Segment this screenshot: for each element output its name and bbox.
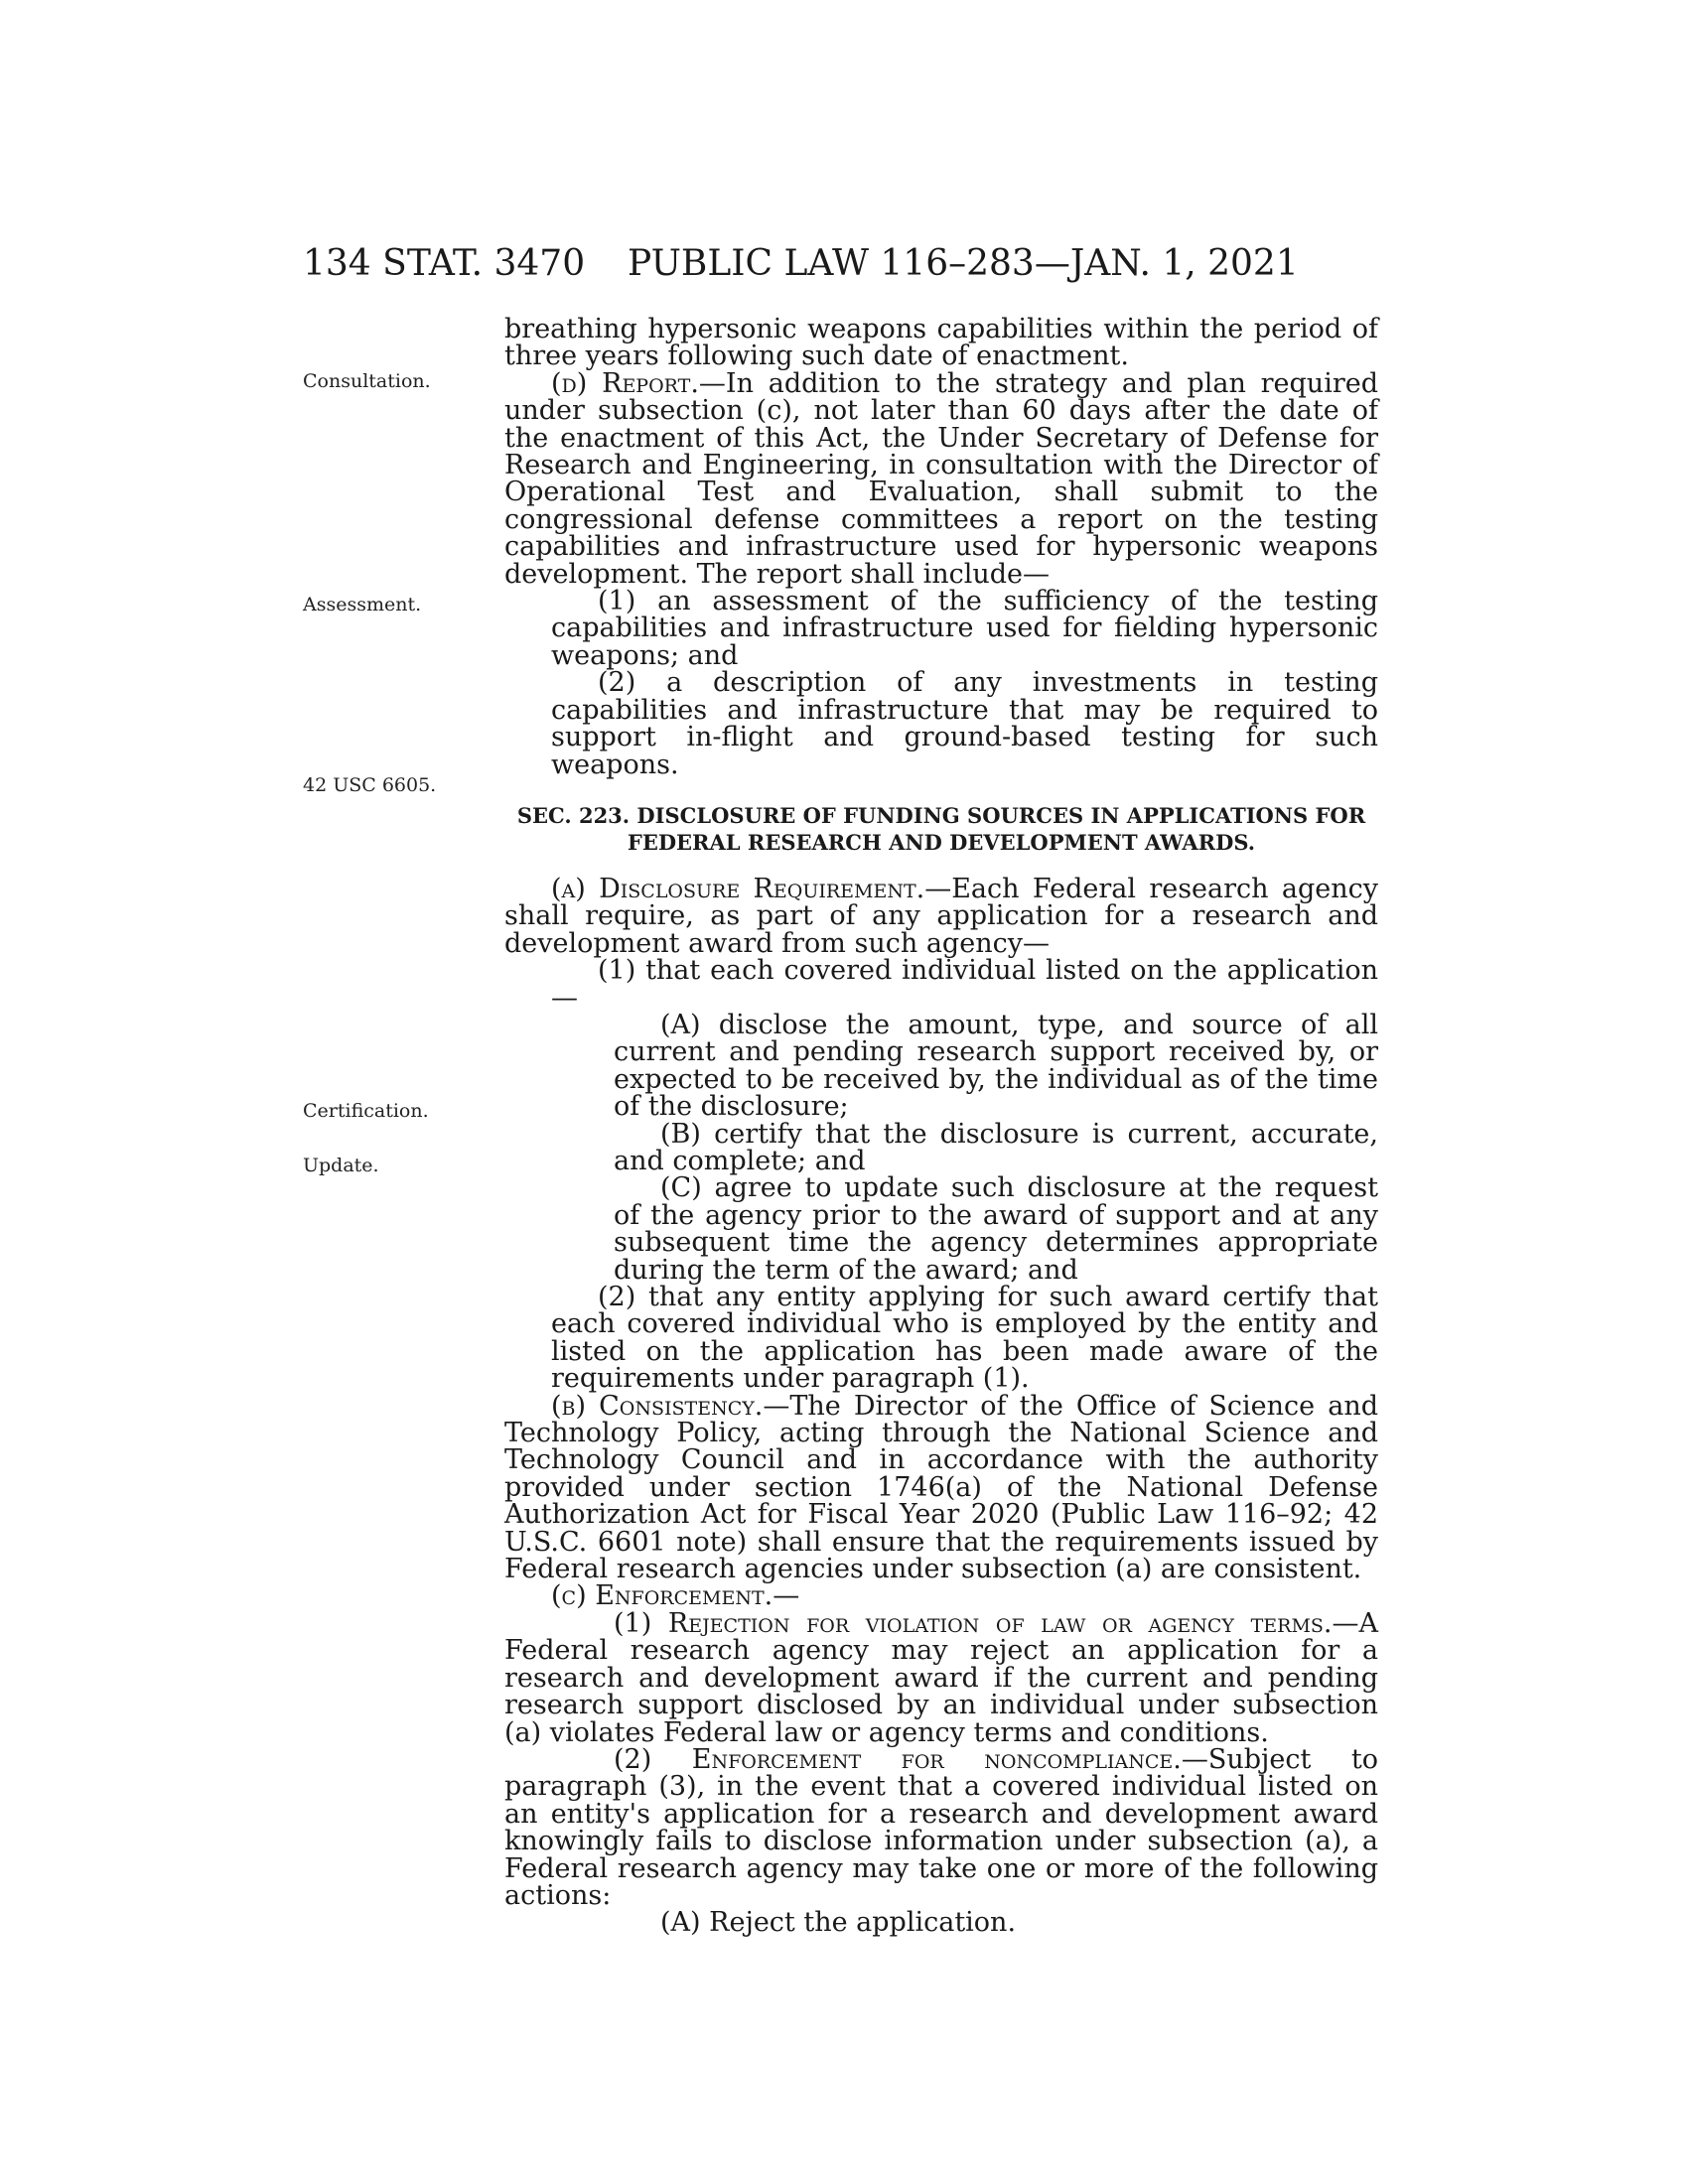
subsection-a-label: (a) Disclosure Requirement. (551, 873, 925, 904)
subparagraph-a1B-text: (B) certify that the disclosure is current, accurate, and complete; and (614, 1118, 1378, 1176)
subsection-a-text: —Each Federal research agency shall require, as part of any application for a research and development award from such agency— (504, 873, 1379, 959)
paragraph-d1 (551, 588, 1378, 669)
paragraph-c1 (504, 1607, 1378, 1748)
subparagraph-a1A (614, 1009, 1378, 1123)
paragraph-c2 (504, 1743, 1378, 1911)
paragraph-a2 (551, 1284, 1378, 1393)
subsection-c-text: — (773, 1580, 800, 1612)
subsection-b-text: —The Director of the Office of Science and Technology Policy, acting through the National Science and Technology Council and in accordance with the authority provided under section 1746(a) of the National Defense Authorization Act for Fiscal Year 2020 (Public Law 116–92; 42 U.S.C. 6601 note) shall ensure that the requirements issued by Federal research agencies under subsection (a) are consistent. (504, 1390, 1378, 1585)
subparagraph-a1B (614, 1118, 1378, 1176)
subparagraph-c2A-text: (A) Reject the application. (660, 1907, 1017, 1939)
subsection-c-label: (c) Enforcement. (551, 1580, 774, 1612)
subsection-a (504, 873, 1379, 959)
paragraph-a1-text: (1) that each covered individual listed on the application— (551, 955, 1378, 1014)
subsection-d-text: —In addition to the strategy and plan required under subsection (c), not later than 60 days after the date of the enactment of this Act, the Under Secretary of Defense for Research and Engineering, in consultation with the Director of Operational Test and Evaluation, shall submit to the congressional defense committees a report on the testing capabilities and infrastructure used for hypersonic weapons development. The report shall include— (504, 367, 1379, 590)
margin-note-assessment: Assessment. (303, 594, 422, 615)
subsection-d-label: (d) Report. (551, 367, 699, 399)
subparagraph-a1A-text: (A) disclose the amount, type, and source of all current and pending research support received by, or expected to be received by, the individual as of the time of the disclosure; (614, 1009, 1378, 1123)
law-title: PUBLIC LAW 116–283—JAN. 1, 2021 (628, 243, 1299, 284)
subsection-b-label: (b) Consistency. (551, 1390, 764, 1422)
subparagraph-a1C-text: (C) agree to update such disclosure at the request of the agency prior to the award of support and at any subsequent time the agency determines appropriate during the term of the award; and (614, 1172, 1378, 1286)
subsection-c (504, 1580, 1378, 1612)
paragraph-a1 (551, 957, 1378, 1012)
margin-note-update: Update. (303, 1155, 379, 1176)
page-header (303, 243, 1375, 293)
paragraph-c1-text: —A Federal research agency may reject an application for a research and development award if the current and pending research support disclosed by an individual under subsection (a) violates Federal law or agency terms and conditions. (504, 1607, 1378, 1748)
paragraph-c1-label: (1) Rejection for violation of law or agency terms. (614, 1607, 1333, 1639)
document-body (504, 316, 1378, 1937)
section-heading: SEC. 223. DISCLOSURE OF FUNDING SOURCES IN APPLICATIONS FOR FEDERAL RESEARCH AND DEVELOPMENT AWARDS. (516, 802, 1366, 855)
margin-note-certification: Certification. (303, 1100, 429, 1122)
paragraph-d1-text: (1) an assessment of the sufficiency of the testing capabilities and infrastructure used for fielding hypersonic weapons; and (551, 586, 1378, 671)
paragraph-d2 (551, 669, 1378, 778)
margin-note-consultation: Consultation. (303, 370, 431, 392)
paragraph-c2-label: (2) Enforcement for noncompliance. (614, 1743, 1182, 1775)
page-number: 134 STAT. 3470 (303, 243, 586, 284)
subsection-d (504, 367, 1379, 590)
subparagraph-c2A (504, 1907, 1378, 1939)
paragraph-a2-text: (2) that any entity applying for such award certify that each covered individual who is employed by the entity and listed on the application has been made aware of the requirements under paragraph (1). (551, 1282, 1378, 1395)
subsection-b (504, 1390, 1378, 1585)
paragraph-c2-text: —Subject to paragraph (3), in the event that a covered individual listed on an entity's application for a research and development award knowingly fails to disclose information under subsection (a), a Federal research agency may take one or more of the following actions: (504, 1743, 1378, 1911)
subparagraph-a1C (614, 1174, 1378, 1284)
continuation-paragraph: breathing hypersonic weapons capabilities within the period of three years following such date of enactment. (504, 314, 1378, 372)
paragraph-d2-text: (2) a description of any investments in testing capabilities and infrastructure that may be required to support in-flight and ground-based testing for such weapons. (551, 667, 1378, 780)
margin-note-usc: 42 USC 6605. (303, 774, 437, 796)
